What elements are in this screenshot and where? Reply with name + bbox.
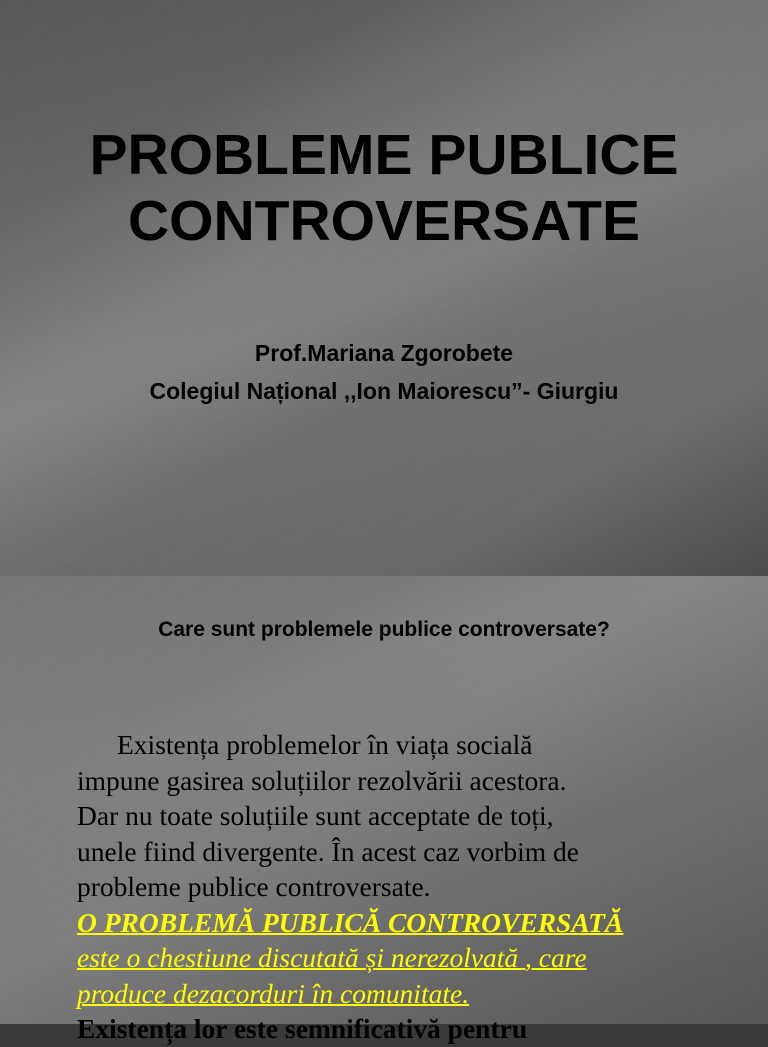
body-paragraph [77,727,727,1047]
content-slide [0,576,768,1044]
paragraph-line: Existența problemelor în viața socială [117,729,533,760]
slide-question: Care sunt problemele publice controversate? [158,618,610,641]
definition-text: produce dezacorduri în comunitate. [77,977,470,1009]
author-name: Prof.Mariana Zgorobete [254,340,514,366]
paragraph-line: probleme publice controversate. [77,871,431,902]
institution-name: Colegiul Național ,,Ion Maiorescu”- Giurgiu [149,378,619,404]
definition-text: este o chestiune discutată și nerezolvată , care [77,942,587,973]
title-line-1: PROBLEME PUBLICE [89,123,679,187]
slide-title [0,122,768,254]
slide-subtitle [0,334,768,410]
paragraph-line: impune gasirea soluțiilor rezolvării acestora. [77,764,567,796]
title-line-2: CONTROVERSATE [128,189,640,253]
paragraph-line: Dar nu toate soluțiile sunt acceptate de toți, [77,800,554,831]
paragraph-line: unele fiind divergente. În acest caz vorbim de [77,835,579,867]
definition-heading: O PROBLEMĂ PUBLICĂ CONTROVERSATĂ [77,906,624,938]
cutoff-line: Existența lor este semnificativă pentru [77,1013,528,1044]
